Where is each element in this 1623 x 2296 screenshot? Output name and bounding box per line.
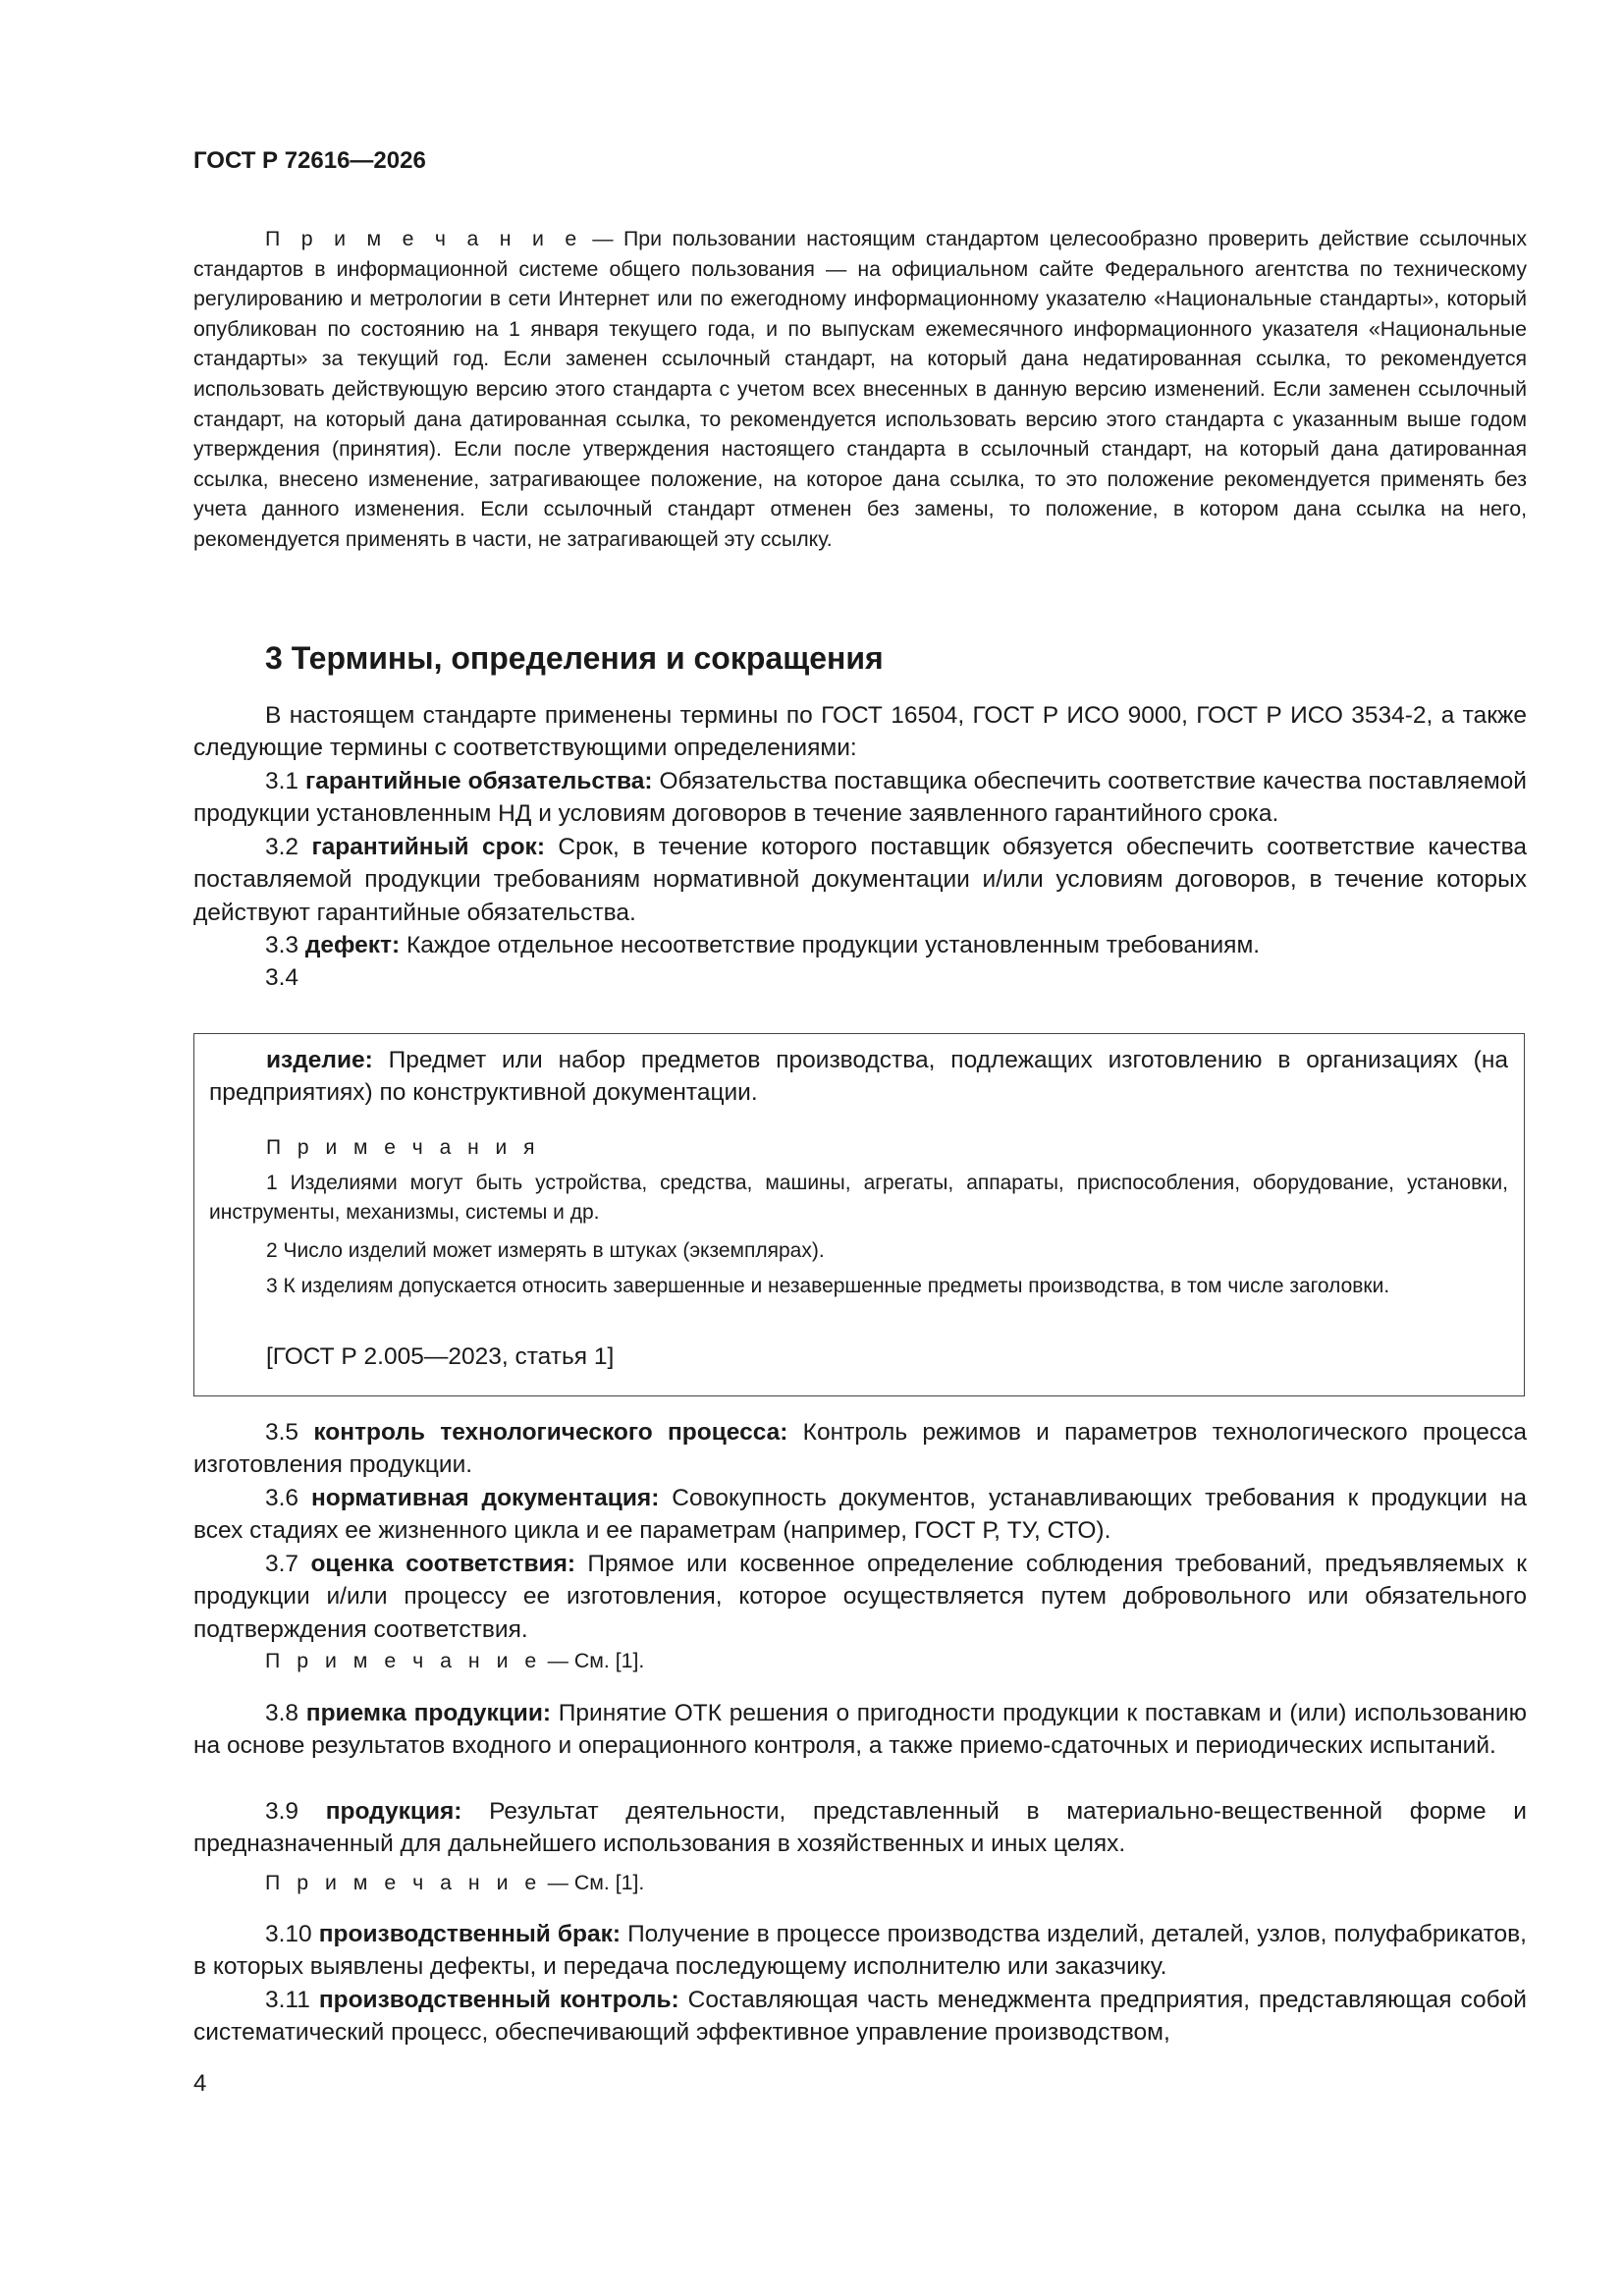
section-title: 3 Термины, определения и сокращения <box>265 640 884 676</box>
document-designation: ГОСТ Р 72616—2026 <box>193 147 426 174</box>
term-name: гарантийный срок: <box>311 833 545 860</box>
term-3-1 <box>193 765 1527 831</box>
term-number: 3.2 <box>265 833 312 860</box>
term-number: 3.9 <box>265 1798 326 1825</box>
term-3-4-number: 3.4 <box>265 964 299 992</box>
term-3-9-note <box>193 1868 1527 1898</box>
term-definition: Каждое отдельное несоответствие продукции установленным требованиям. <box>400 932 1261 959</box>
note-text: — См. [1]. <box>541 1649 645 1672</box>
term-number: 3.8 <box>265 1700 306 1726</box>
term-definition: Совокупность документов, устанавливающих требования к продукции на всех стадиях ее жизненного цикла и ее параметрам (например, ГОСТ Р, ТУ, СТО). <box>193 1485 1527 1545</box>
term-number: 3.5 <box>265 1419 314 1446</box>
note-label: П р и м е ч а н и е <box>265 1871 542 1894</box>
note-2: 2 Число изделий может измерять в штуках (экземплярах). <box>266 1239 825 1262</box>
term-name: оценка соответствия: <box>310 1551 576 1577</box>
term-3-9 <box>193 1795 1527 1861</box>
term-definition: Контроль режимов и параметров технологического процесса изготовления продукции. <box>193 1419 1527 1479</box>
term-3-5 <box>193 1416 1527 1482</box>
note-label: П р и м е ч а н и е <box>265 227 582 250</box>
note-3: 3 К изделиям допускается относить завершенные и незавершенные предметы производства, в том числе заголовки. <box>266 1275 1390 1297</box>
term-3-8 <box>193 1697 1527 1763</box>
term-3-7-note <box>193 1646 1527 1676</box>
term-name: продукция: <box>325 1798 462 1825</box>
section-intro: В настоящем стандарте применены термины по ГОСТ 16504, ГОСТ Р ИСО 9000, ГОСТ Р ИСО 3534-2, а также следующие термины с соответствующими определениями: <box>193 702 1527 762</box>
term-3-3 <box>193 929 1527 961</box>
term-name: контроль технологического процесса: <box>313 1419 788 1446</box>
note-text: — При пользовании настоящим стандартом целесообразно проверить действие ссылочных стандартов в информационной системе общего пользования — на официальном сайте Федерального агентства по техническому регулированию и метрологии в сети Интернет или по ежегодному информационному указателю «Национальные стандарты», который опубликован по состоянию на 1 января текущего года, и по выпускам ежемесячного информационного указателя «Национальные стандарты» за текущий год. Если заменен ссылочный стандарт, на который дана недатированная ссылка, то рекомендуется использовать действующую версию этого стандарта с учетом всех внесенных в данную версию изменений. Если заменен ссылочный стандарт, на который дана датированная ссылка, то рекомендуется использовать версию этого стандарта с указанным выше годом утверждения (принятия). Если после утверждения настоящего стандарта в ссылочный стандарт, на который дана датированная ссылка, внесено изменение, затрагивающее положение, на которое дана ссылка, то это положение рекомендуется применять без учета данного изменения. Если ссылочный стандарт отменен без замены, то положение, в котором дана ссылка на него, рекомендуется применять в части, не затрагивающей эту ссылку. <box>193 227 1527 551</box>
term-number: 3.11 <box>265 1987 319 2013</box>
term-3-4 <box>209 1044 1508 1110</box>
notes-label: П р и м е ч а н и я <box>266 1136 540 1159</box>
note-text: — См. [1]. <box>541 1871 645 1894</box>
term-name: приемка продукции: <box>305 1700 552 1726</box>
term-definition: Составляющая часть менеджмента предприятия, представляющая собой систематический процесс, обеспечивающий эффективное управление производством, <box>193 1987 1527 2047</box>
term-definition: Получение в процессе производства изделий, деталей, узлов, полуфабрикатов, в которых выявлены дефекты, и передача последующему исполнителю или заказчику. <box>193 1921 1527 1981</box>
term-number: 3.7 <box>265 1551 311 1577</box>
term-name: дефект: <box>304 932 401 959</box>
referenced-standards-note <box>193 224 1527 555</box>
quoted-term-box <box>193 1033 1525 1396</box>
term-number: 3.6 <box>265 1485 311 1511</box>
term-3-10 <box>193 1918 1527 1984</box>
term-name: производственный контроль: <box>318 1987 679 2013</box>
term-name: гарантийные обязательства: <box>304 768 653 794</box>
term-name: производственный брак: <box>318 1921 622 1947</box>
terms-list-part1 <box>193 765 1527 995</box>
term-definition: Срок, в течение которого поставщик обязуется обеспечить соответствие качества поставляемой продукции требованиям нормативной документации и/или условиям договоров, в течение которых действуют гарантийные обязательства. <box>193 833 1527 926</box>
term-name: изделие: <box>266 1047 373 1073</box>
term-3-11 <box>193 1984 1527 2050</box>
term-definition: Принятие ОТК решения о пригодности продукции к поставкам и (или) использованию на основе результатов входного и операционного контроля, а также приемо-сдаточных и периодических испытаний. <box>193 1700 1527 1760</box>
term-definition: Прямое или косвенное определение соблюдения требований, предъявляемых к продукции и/или процессу ее изготовления, которое осуществляется путем добровольного или обязательного подтверждения соответствия. <box>193 1551 1527 1643</box>
term-number: 3.1 <box>265 768 305 794</box>
term-definition: Результат деятельности, представленный в материально-вещественной форме и предназначенный для дальнейшего использования в хозяйственных и иных целях. <box>193 1798 1527 1858</box>
term-number: 3.3 <box>265 932 305 959</box>
term-definition: Обязательства поставщика обеспечить соответствие качества поставляемой продукции установленным НД и условиям договоров в течение заявленного гарантийного срока. <box>193 768 1527 828</box>
term-3-6 <box>193 1482 1527 1548</box>
note-1: 1 Изделиями могут быть устройства, средства, машины, агрегаты, аппараты, приспособления, оборудование, установки, инструменты, механизмы, системы и др. <box>209 1172 1508 1224</box>
note-label: П р и м е ч а н и е <box>265 1649 542 1672</box>
term-name: нормативная документация: <box>310 1485 660 1511</box>
page-number: 4 <box>193 2070 207 2097</box>
term-definition: Предмет или набор предметов производства, подлежащих изготовлению в организациях (на предприятиях) по конструктивной документации. <box>209 1047 1508 1107</box>
term-number: 3.10 <box>265 1921 319 1947</box>
term-3-2 <box>193 831 1527 929</box>
term-3-7 <box>193 1548 1527 1646</box>
term-source: [ГОСТ Р 2.005—2023, статья 1] <box>266 1343 615 1370</box>
